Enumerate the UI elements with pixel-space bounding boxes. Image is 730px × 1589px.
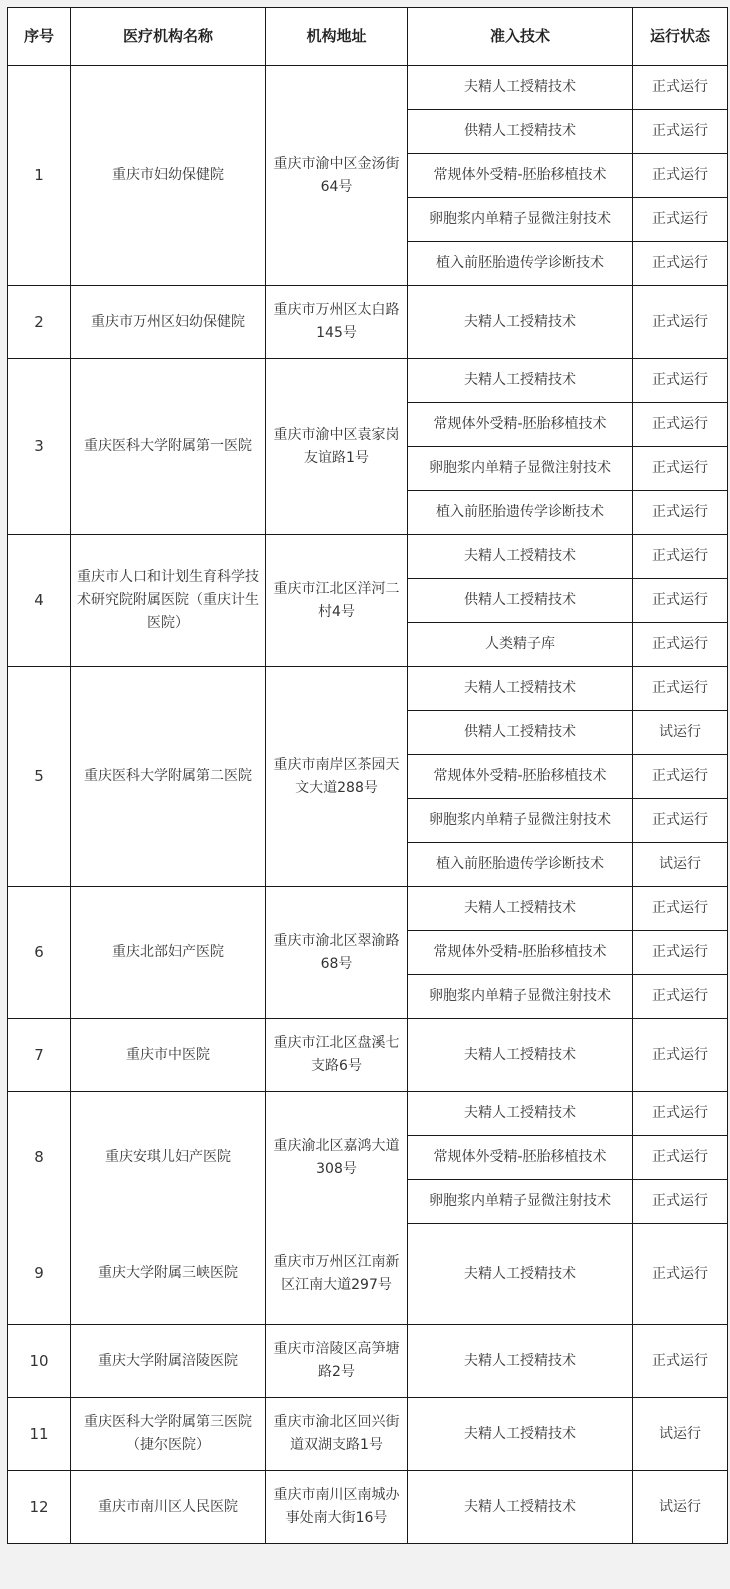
cell-institution-name: 重庆北部妇产医院: [71, 887, 266, 1019]
cell-address: 重庆市渝北区回兴街道双湖支路1号: [266, 1398, 408, 1471]
cell-index: 11: [8, 1398, 71, 1471]
table-row: [8, 1398, 728, 1471]
cell-technology: 夫精人工授精技术: [408, 887, 633, 931]
cell-status: 正式运行: [633, 66, 728, 110]
cell-index: 7: [8, 1019, 71, 1092]
cell-status: 正式运行: [633, 799, 728, 843]
cell-index: 9: [8, 1224, 71, 1325]
cell-technology: 夫精人工授精技术: [408, 1398, 633, 1471]
header-address: 机构地址: [266, 8, 408, 66]
cell-technology: 常规体外受精-胚胎移植技术: [408, 154, 633, 198]
table-row: [8, 1092, 728, 1136]
cell-technology: 卵胞浆内单精子显微注射技术: [408, 447, 633, 491]
cell-status: 试运行: [633, 843, 728, 887]
cell-status: 正式运行: [633, 1092, 728, 1136]
cell-index: 1: [8, 66, 71, 286]
cell-technology: 夫精人工授精技术: [408, 1092, 633, 1136]
cell-status: 正式运行: [633, 491, 728, 535]
cell-institution-name: 重庆医科大学附属第三医院（捷尔医院）: [71, 1398, 266, 1471]
cell-status: 正式运行: [633, 623, 728, 667]
cell-status: 正式运行: [633, 1136, 728, 1180]
cell-institution-name: 重庆大学附属涪陵医院: [71, 1325, 266, 1398]
header-index: 序号: [8, 8, 71, 66]
cell-institution-name: 重庆市人口和计划生育科学技术研究院附属医院（重庆计生医院）: [71, 535, 266, 667]
cell-status: 正式运行: [633, 110, 728, 154]
cell-index: 12: [8, 1471, 71, 1544]
table-row: [8, 887, 728, 931]
cell-technology: 植入前胚胎遗传学诊断技术: [408, 843, 633, 887]
cell-status: 正式运行: [633, 887, 728, 931]
institution-table: [7, 7, 728, 1544]
cell-address: 重庆市涪陵区高笋塘路2号: [266, 1325, 408, 1398]
cell-status: 正式运行: [633, 755, 728, 799]
cell-technology: 夫精人工授精技术: [408, 1325, 633, 1398]
cell-address: 重庆渝北区嘉鸿大道308号: [266, 1092, 408, 1224]
table-row: [8, 359, 728, 403]
cell-status: 正式运行: [633, 403, 728, 447]
table-row: [8, 66, 728, 110]
table-row: [8, 1224, 728, 1325]
cell-status: 正式运行: [633, 1180, 728, 1224]
cell-status: 正式运行: [633, 198, 728, 242]
cell-status: 正式运行: [633, 1224, 728, 1325]
cell-status: 正式运行: [633, 975, 728, 1019]
cell-address: 重庆市渝中区金汤街64号: [266, 66, 408, 286]
cell-technology: 供精人工授精技术: [408, 110, 633, 154]
cell-status: 正式运行: [633, 154, 728, 198]
cell-address: 重庆市江北区盘溪七支路6号: [266, 1019, 408, 1092]
cell-address: 重庆市万州区江南新区江南大道297号: [266, 1224, 408, 1325]
cell-address: 重庆市万州区太白路145号: [266, 286, 408, 359]
cell-status: 正式运行: [633, 447, 728, 491]
cell-status: 试运行: [633, 1471, 728, 1544]
cell-technology: 卵胞浆内单精子显微注射技术: [408, 1180, 633, 1224]
cell-technology: 供精人工授精技术: [408, 711, 633, 755]
table-row: [8, 667, 728, 711]
cell-institution-name: 重庆市南川区人民医院: [71, 1471, 266, 1544]
cell-technology: 卵胞浆内单精子显微注射技术: [408, 799, 633, 843]
cell-technology: 夫精人工授精技术: [408, 1224, 633, 1325]
cell-status: 正式运行: [633, 667, 728, 711]
cell-technology: 夫精人工授精技术: [408, 535, 633, 579]
cell-technology: 卵胞浆内单精子显微注射技术: [408, 198, 633, 242]
cell-status: 正式运行: [633, 1325, 728, 1398]
cell-technology: 常规体外受精-胚胎移植技术: [408, 931, 633, 975]
cell-index: 10: [8, 1325, 71, 1398]
table-row: [8, 1471, 728, 1544]
header-name: 医疗机构名称: [71, 8, 266, 66]
cell-status: 正式运行: [633, 535, 728, 579]
header-technology: 准入技术: [408, 8, 633, 66]
cell-address: 重庆市江北区洋河二村4号: [266, 535, 408, 667]
cell-index: 5: [8, 667, 71, 887]
cell-institution-name: 重庆市中医院: [71, 1019, 266, 1092]
document-page: [7, 7, 727, 1544]
cell-technology: 夫精人工授精技术: [408, 1471, 633, 1544]
cell-institution-name: 重庆市万州区妇幼保健院: [71, 286, 266, 359]
table-row: [8, 1019, 728, 1092]
cell-status: 正式运行: [633, 359, 728, 403]
cell-technology: 植入前胚胎遗传学诊断技术: [408, 242, 633, 286]
table-row: [8, 1325, 728, 1398]
cell-status: 正式运行: [633, 579, 728, 623]
cell-index: 3: [8, 359, 71, 535]
cell-technology: 常规体外受精-胚胎移植技术: [408, 755, 633, 799]
cell-index: 6: [8, 887, 71, 1019]
cell-technology: 夫精人工授精技术: [408, 66, 633, 110]
cell-status: 试运行: [633, 711, 728, 755]
cell-status: 正式运行: [633, 931, 728, 975]
cell-institution-name: 重庆大学附属三峡医院: [71, 1224, 266, 1325]
cell-address: 重庆市南岸区茶园天文大道288号: [266, 667, 408, 887]
cell-technology: 夫精人工授精技术: [408, 359, 633, 403]
cell-address: 重庆市渝中区袁家岗友谊路1号: [266, 359, 408, 535]
cell-status: 正式运行: [633, 1019, 728, 1092]
cell-address: 重庆市渝北区翠渝路68号: [266, 887, 408, 1019]
cell-institution-name: 重庆医科大学附属第二医院: [71, 667, 266, 887]
table-row: [8, 286, 728, 359]
cell-status: 试运行: [633, 1398, 728, 1471]
cell-index: 8: [8, 1092, 71, 1224]
cell-institution-name: 重庆市妇幼保健院: [71, 66, 266, 286]
cell-address: 重庆市南川区南城办事处南大街16号: [266, 1471, 408, 1544]
cell-technology: 夫精人工授精技术: [408, 1019, 633, 1092]
cell-technology: 夫精人工授精技术: [408, 667, 633, 711]
header-status: 运行状态: [633, 8, 728, 66]
cell-technology: 供精人工授精技术: [408, 579, 633, 623]
cell-technology: 常规体外受精-胚胎移植技术: [408, 1136, 633, 1180]
cell-index: 4: [8, 535, 71, 667]
cell-status: 正式运行: [633, 286, 728, 359]
cell-technology: 卵胞浆内单精子显微注射技术: [408, 975, 633, 1019]
cell-technology: 植入前胚胎遗传学诊断技术: [408, 491, 633, 535]
table-body: [8, 66, 728, 1544]
cell-institution-name: 重庆医科大学附属第一医院: [71, 359, 266, 535]
cell-institution-name: 重庆安琪儿妇产医院: [71, 1092, 266, 1224]
cell-status: 正式运行: [633, 242, 728, 286]
cell-technology: 常规体外受精-胚胎移植技术: [408, 403, 633, 447]
table-header-row: [8, 8, 728, 66]
table-row: [8, 535, 728, 579]
cell-technology: 人类精子库: [408, 623, 633, 667]
cell-technology: 夫精人工授精技术: [408, 286, 633, 359]
cell-index: 2: [8, 286, 71, 359]
